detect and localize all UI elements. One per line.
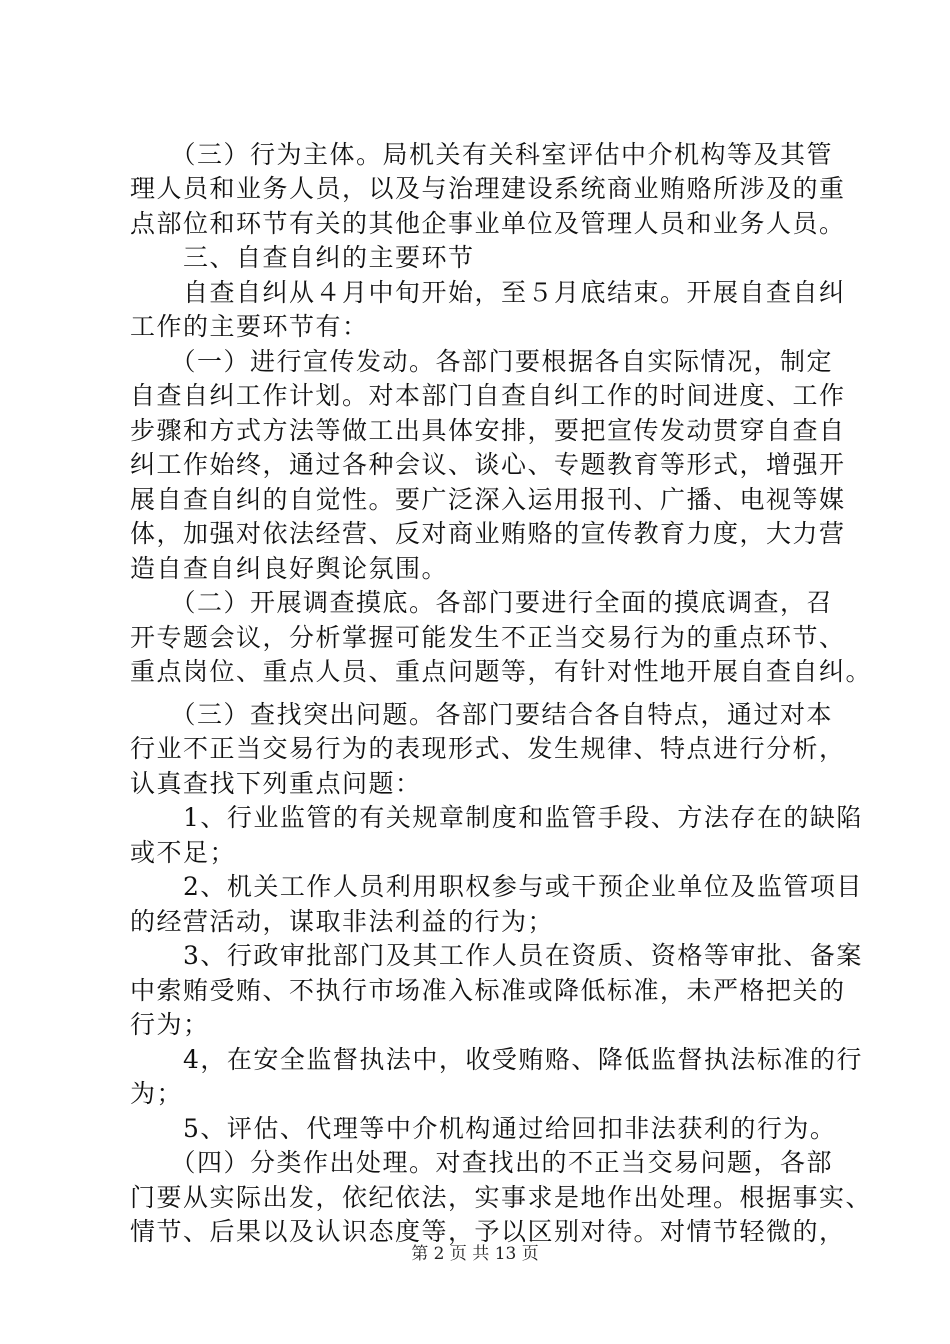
text-line: 步骤和方式方法等做工出具体安排，要把宣传发动贯穿自查自 [130,416,846,445]
text-line: 行为； [130,1010,210,1039]
list-item: 1、行业监管的有关规章制度和监管手段、方法存在的缺陷 [130,803,863,832]
list-item: 4，在安全监督执法中，收受贿赂、降低监督执法标准的行 [130,1045,863,1074]
text-line: （四）分类作出处理。对查找出的不正当交易问题，各部 [130,1148,834,1177]
text-line: 点部位和环节有关的其他企事业单位及管理人员和业务人员。 [130,209,846,238]
text-line: （二）开展调查摸底。各部门要进行全面的摸底调查，召 [130,588,834,617]
text-line: 自查自纠工作计划。对本部门自查自纠工作的时间进度、工作 [130,381,846,410]
text-line: 的经营活动，谋取非法利益的行为； [130,907,555,936]
list-item: 3、行政审批部门及其工作人员在资质、资格等审批、备案 [130,941,863,970]
text-line: 行业不正当交易行为的表现形式、发生规律、特点进行分析， [130,734,846,763]
text-line: 中索贿受贿、不执行市场准入标准或降低标准，未严格把关的 [130,976,846,1005]
text-line: （三）行为主体。局机关有关科室评估中介机构等及其管 [130,140,834,169]
text-line: 情节、后果以及认识态度等，予以区别对待。对情节轻微的， [130,1217,846,1246]
text-line: 为； [130,1079,184,1108]
text-line: 开专题会议，分析掌握可能发生不正当交易行为的重点环节、 [130,623,846,652]
text-line: 或不足； [130,838,237,867]
text-line: 重点岗位、重点人员、重点问题等，有针对性地开展自查自纠。 [130,657,873,686]
text-line: 纠工作始终，通过各种会议、谈心、专题教育等形式，增强开 [130,450,846,479]
list-item: 5、评估、代理等中介机构通过给回扣非法获利的行为。 [130,1114,837,1143]
text-line: 自查自纠从４月中旬开始，至５月底结束。开展自查自纠 [130,278,846,307]
text-line: 门要从实际出发，依纪依法，实事求是地作出处理。根据事实、 [130,1183,873,1212]
text-line: 理人员和业务人员，以及与治理建设系统商业贿赂所涉及的重 [130,174,846,203]
text-line: 工作的主要环节有： [130,312,369,341]
text-line: （一）进行宣传发动。各部门要根据各自实际情况，制定 [130,347,834,376]
list-item: 2、机关工作人员利用职权参与或干预企业单位及监管项目 [130,872,863,901]
text-line: 展自查自纠的自觉性。要广泛深入运用报刊、广播、电视等媒 [130,485,846,514]
text-line: 认真查找下列重点问题： [130,769,422,798]
section-heading: 三、自查自纠的主要环节 [130,243,475,272]
text-line: 造自查自纠良好舆论氛围。 [130,554,449,583]
text-line: 体，加强对依法经营、反对商业贿赂的宣传教育力度，大力营 [130,519,846,548]
page-number-footer: 第 2 页 共 13 页 [411,1244,539,1264]
text-line: （三）查找突出问题。各部门要结合各自特点，通过对本 [130,700,834,729]
